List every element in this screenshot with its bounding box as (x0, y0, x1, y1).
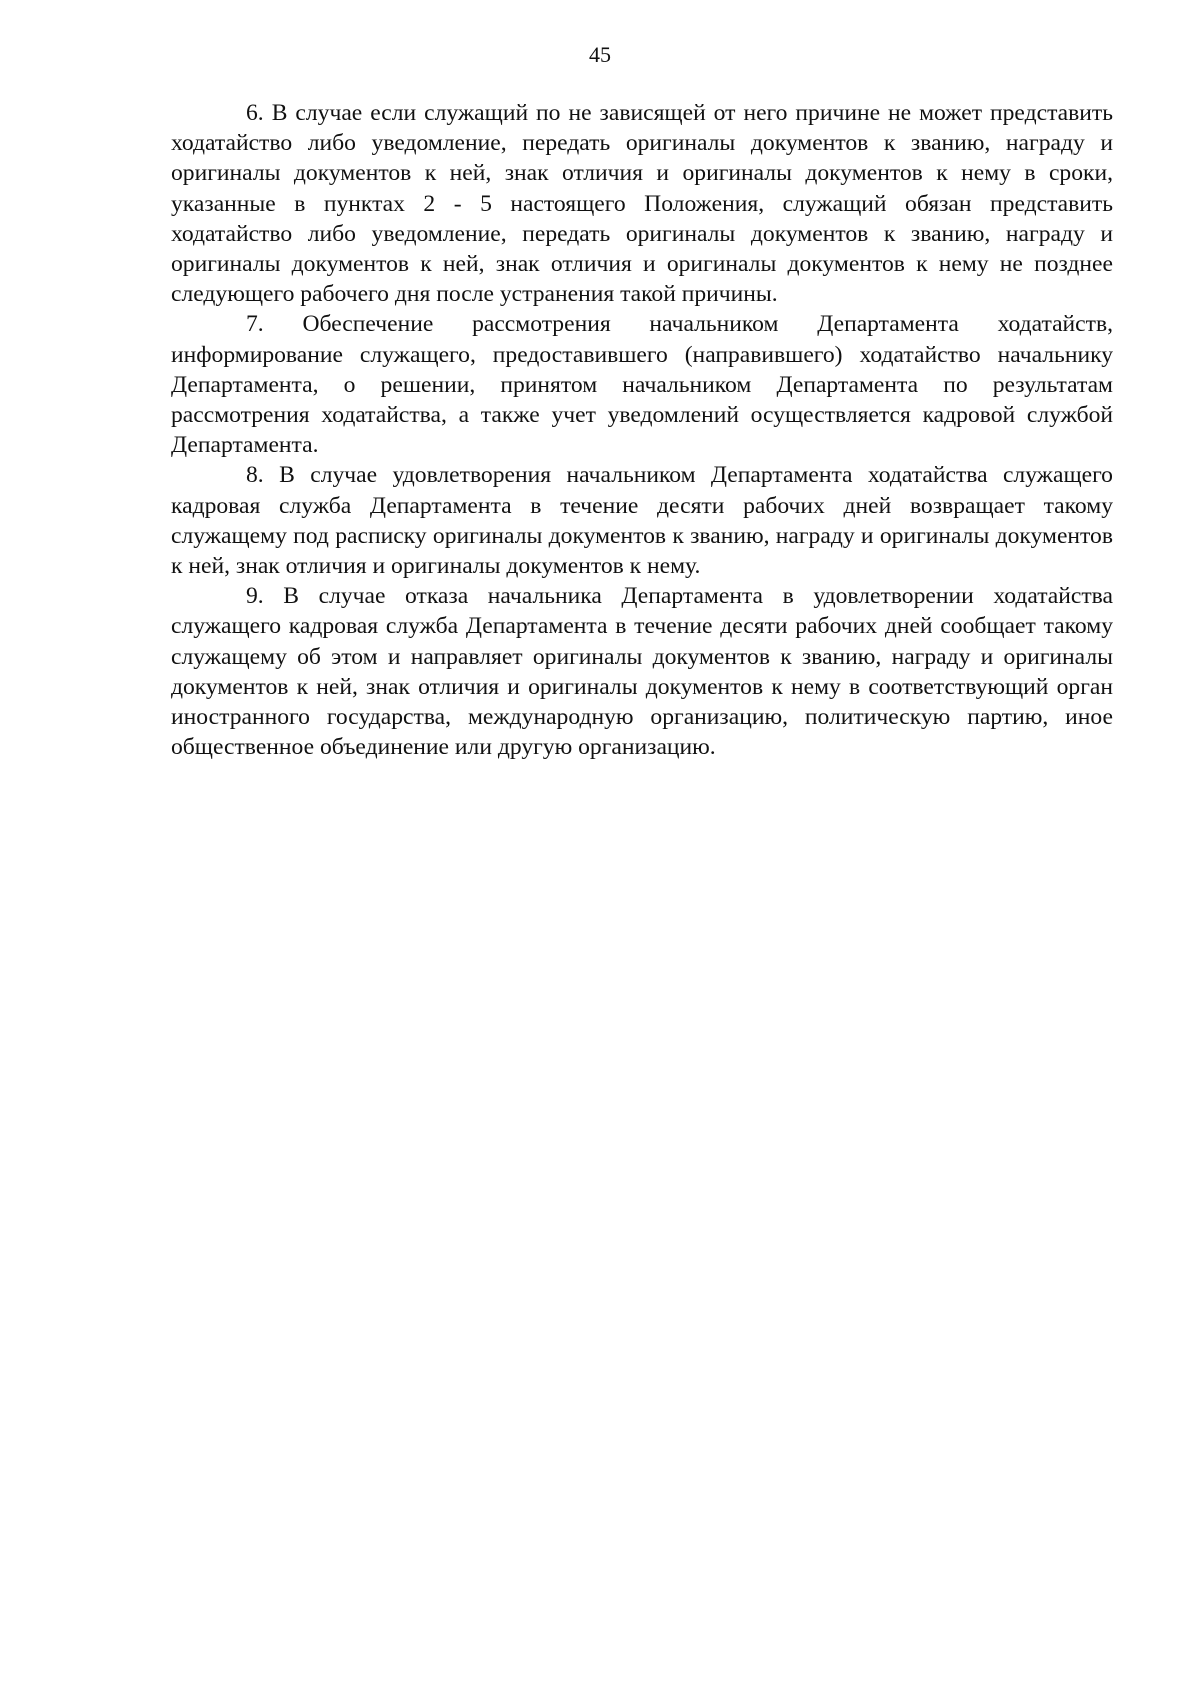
paragraph-number: 6. (246, 100, 264, 126)
document-body (171, 98, 1113, 762)
paragraph-7 (171, 309, 1113, 460)
paragraph-text: В случае если служащий по не зависящей от него причине не может представить ходатайство либо уведомление, передать оригиналы документов к званию, награду и оригиналы документов к ней, знак отличия и оригиналы документов к нему в сроки, указанные в пунктах 2 - 5 настоящего Положения, служащий обязан представить ходатайство либо уведомление, передать оригиналы документов к званию, награду и оригиналы документов к ней, знак отличия и оригиналы документов к нему не позднее следующего рабочего дня после устранения такой причины. (171, 100, 1113, 308)
paragraph-number: 8. (246, 462, 264, 489)
paragraph-text: В случае отказа начальника Департамента в удовлетворении ходатайства служащего кадровая служба Департамента в течение десяти рабочих дней сообщает такому служащему об этом и направляет оригиналы документов к званию, награду и оригиналы документов к ней, знак отличия и оригиналы документов к нему в соответствующий орган иностранного государства, международную организацию, политическую партию, иное общественное объединение или другую организацию. (171, 583, 1113, 761)
paragraph-number: 7. (246, 311, 264, 338)
paragraph-text: В случае удовлетворения начальником Департамента ходатайства служащего кадровая служба Департамента в течение десяти рабочих дней возвращает такому служащему под расписку оригиналы документов к званию, награду и оригиналы документов к ней, знак отличия и оригиналы документов к нему. (171, 462, 1113, 580)
paragraph-8 (171, 460, 1113, 581)
paragraph-number: 9. (246, 583, 264, 610)
paragraph-6 (171, 98, 1113, 309)
paragraph-9 (171, 581, 1113, 762)
paragraph-text: Обеспечение рассмотрения начальником Департамента ходатайств, информирование служащего, предоставившего (направившего) ходатайство начальнику Департамента, о решении, принятом начальником Департамента по результатам рассмотрения ходатайства, а также учет уведомлений осуществляется кадровой службой Департамента. (171, 311, 1113, 459)
page-number: 45 (589, 42, 611, 67)
